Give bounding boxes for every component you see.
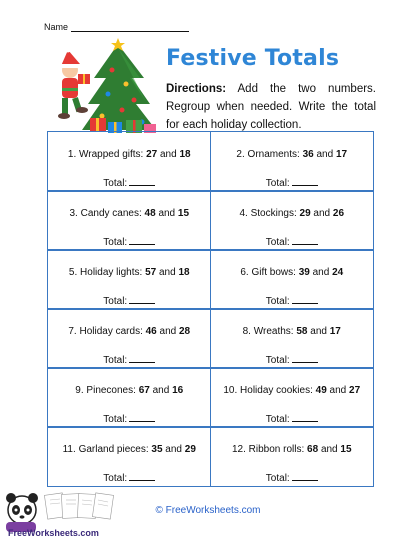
addend-b: 29 bbox=[184, 444, 196, 456]
name-label: Name bbox=[44, 22, 69, 32]
total-label: Total: bbox=[265, 414, 290, 426]
problem-text bbox=[211, 267, 373, 278]
and-word: and bbox=[329, 385, 347, 397]
problem-number: 3. bbox=[69, 208, 78, 220]
total-label: Total: bbox=[103, 473, 128, 485]
problem-item: Pinecones: bbox=[86, 385, 136, 397]
problem-cell bbox=[210, 190, 374, 251]
addend-b: 28 bbox=[179, 326, 191, 338]
problem-text bbox=[211, 208, 373, 219]
problem-cell bbox=[210, 367, 374, 428]
problem-item: Holiday cookies: bbox=[240, 385, 313, 397]
problem-text bbox=[48, 385, 210, 396]
and-word: and bbox=[160, 149, 177, 161]
problem-number: 10. bbox=[223, 385, 238, 397]
total-label: Total: bbox=[103, 178, 128, 190]
addend-a: 29 bbox=[299, 208, 311, 220]
problem-cell bbox=[47, 367, 211, 428]
total-label: Total: bbox=[103, 414, 128, 426]
total-row bbox=[48, 471, 210, 484]
problem-cell bbox=[47, 131, 211, 192]
problem-item: Ornaments: bbox=[247, 149, 300, 161]
problem-number: 2. bbox=[236, 149, 245, 161]
name-field bbox=[44, 22, 189, 32]
directions bbox=[166, 80, 376, 134]
total-answer-blank[interactable] bbox=[292, 471, 318, 481]
problem-text bbox=[211, 385, 373, 396]
problem-text bbox=[48, 326, 210, 337]
directions-label: Directions: bbox=[166, 83, 227, 95]
and-word: and bbox=[312, 267, 330, 279]
problem-number: 5. bbox=[68, 267, 78, 279]
copyright-link[interactable]: © FreeWorksheets.com bbox=[155, 505, 261, 516]
problem-text bbox=[48, 444, 210, 455]
and-word: and bbox=[320, 444, 338, 456]
total-row bbox=[211, 353, 373, 366]
name-line bbox=[71, 23, 189, 32]
problem-item: Candy canes: bbox=[80, 208, 142, 220]
total-answer-blank[interactable] bbox=[292, 353, 318, 363]
addend-b: 16 bbox=[172, 385, 184, 397]
total-row bbox=[48, 294, 210, 307]
problem-number: 6. bbox=[240, 267, 249, 279]
christmas-elf-tree-icon bbox=[48, 38, 160, 136]
addend-b: 27 bbox=[349, 385, 361, 397]
and-word: and bbox=[165, 444, 182, 456]
problem-cell bbox=[210, 426, 374, 487]
addend-b: 15 bbox=[340, 444, 352, 456]
addend-a: 58 bbox=[296, 326, 308, 338]
and-word: and bbox=[310, 326, 327, 338]
addend-a: 68 bbox=[307, 444, 319, 456]
total-answer-blank[interactable] bbox=[292, 176, 318, 186]
total-row bbox=[211, 235, 373, 248]
total-row bbox=[211, 412, 373, 425]
problem-item: Stockings: bbox=[250, 208, 297, 220]
problem-cell bbox=[47, 308, 211, 369]
problem-cell bbox=[47, 190, 211, 251]
addend-a: 49 bbox=[315, 385, 327, 397]
total-answer-blank[interactable] bbox=[129, 471, 155, 481]
problem-number: 8. bbox=[242, 326, 251, 338]
problem-item: Gift bows: bbox=[251, 267, 296, 279]
addend-a: 46 bbox=[145, 326, 157, 338]
total-answer-blank[interactable] bbox=[129, 294, 155, 304]
problem-cell bbox=[210, 131, 374, 192]
total-label: Total: bbox=[265, 473, 290, 485]
total-label: Total: bbox=[265, 355, 290, 367]
problem-number: 11. bbox=[62, 444, 76, 456]
addend-b: 17 bbox=[329, 326, 341, 338]
page-title: Festive Totals bbox=[166, 46, 340, 71]
addend-a: 35 bbox=[151, 444, 163, 456]
total-label: Total: bbox=[265, 296, 290, 308]
problem-item: Holiday cards: bbox=[79, 326, 143, 338]
problem-cell bbox=[47, 426, 211, 487]
and-word: and bbox=[313, 208, 331, 220]
problem-number: 12. bbox=[231, 444, 246, 456]
and-word: and bbox=[159, 326, 177, 338]
problem-item: Ribbon rolls: bbox=[248, 444, 305, 456]
addend-a: 36 bbox=[302, 149, 314, 161]
total-label: Total: bbox=[103, 355, 128, 367]
total-label: Total: bbox=[103, 296, 128, 308]
problem-item: Wreaths: bbox=[253, 326, 294, 338]
addend-b: 24 bbox=[332, 267, 344, 279]
logo-text: FreeWorksheets.com bbox=[8, 528, 99, 538]
directions-text: Add the two numbers. Regroup when needed. Write the total for each holiday collection. bbox=[166, 83, 376, 131]
total-row bbox=[211, 471, 373, 484]
problem-number: 7. bbox=[68, 326, 77, 338]
problem-text bbox=[211, 326, 373, 337]
problem-cell bbox=[210, 308, 374, 369]
problem-number: 4. bbox=[239, 208, 248, 220]
problem-text bbox=[48, 208, 210, 219]
total-row bbox=[48, 176, 210, 189]
addend-a: 57 bbox=[145, 267, 157, 279]
and-word: and bbox=[158, 267, 176, 279]
total-answer-blank[interactable] bbox=[129, 353, 155, 363]
addend-a: 67 bbox=[138, 385, 150, 397]
problem-text bbox=[48, 267, 210, 278]
problem-text bbox=[48, 149, 210, 160]
problem-cell bbox=[210, 249, 374, 310]
total-answer-blank[interactable] bbox=[129, 412, 155, 422]
total-label: Total: bbox=[103, 237, 128, 249]
problem-item: Holiday lights: bbox=[80, 267, 143, 279]
total-answer-blank[interactable] bbox=[292, 235, 318, 245]
addend-b: 15 bbox=[177, 208, 190, 220]
total-answer-blank[interactable] bbox=[129, 235, 155, 245]
and-word: and bbox=[316, 149, 334, 161]
addend-b: 26 bbox=[332, 208, 345, 220]
total-label: Total: bbox=[265, 178, 290, 190]
problem-number: 1. bbox=[67, 149, 77, 161]
addend-b: 18 bbox=[178, 267, 190, 279]
problem-text bbox=[211, 444, 373, 455]
addend-b: 18 bbox=[179, 149, 191, 161]
total-row bbox=[211, 294, 373, 307]
total-answer-blank[interactable] bbox=[292, 294, 318, 304]
total-answer-blank[interactable] bbox=[129, 176, 155, 186]
addend-a: 39 bbox=[298, 267, 310, 279]
total-row bbox=[48, 235, 210, 248]
total-row bbox=[211, 176, 373, 189]
total-row bbox=[48, 412, 210, 425]
total-row bbox=[48, 353, 210, 366]
problem-grid bbox=[47, 131, 374, 487]
problem-number: 9. bbox=[75, 385, 84, 397]
problem-item: Garland pieces: bbox=[78, 444, 149, 456]
and-word: and bbox=[158, 208, 176, 220]
addend-a: 27 bbox=[146, 149, 158, 161]
addend-b: 17 bbox=[335, 149, 348, 161]
addend-a: 48 bbox=[144, 208, 156, 220]
problem-text bbox=[211, 149, 373, 160]
total-answer-blank[interactable] bbox=[292, 412, 318, 422]
problem-cell bbox=[47, 249, 211, 310]
total-label: Total: bbox=[265, 237, 290, 249]
problem-item: Wrapped gifts: bbox=[79, 149, 144, 161]
and-word: and bbox=[152, 385, 170, 397]
